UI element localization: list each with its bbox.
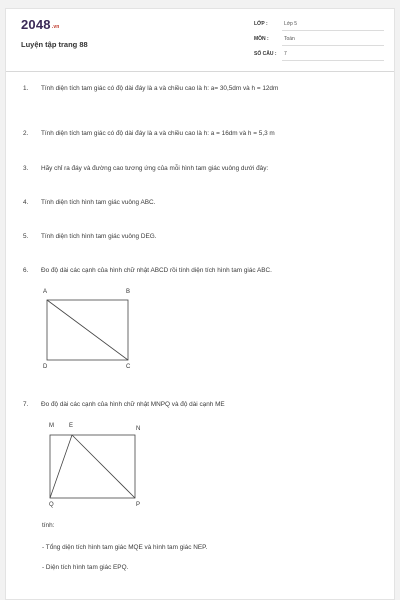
question-text: Tính diện tích tam giác có độ dài đáy là a và chiều cao là h: a= 30,5dm và h = 12dm: [41, 85, 279, 92]
vertex-label-d: D: [43, 364, 48, 370]
q7-intro: tính:: [42, 522, 55, 529]
meta-row-question-count: [254, 48, 384, 62]
meta-key: MÔN :: [254, 36, 269, 42]
vertex-label-q: Q: [49, 502, 54, 508]
meta-key: LỚP :: [254, 21, 268, 27]
diagonal-ac: [47, 300, 128, 360]
vertex-label-e: E: [69, 423, 74, 429]
meta-underline: [282, 30, 384, 31]
vertex-label-c: C: [126, 364, 131, 370]
vertex-label-m: M: [49, 423, 54, 429]
segment-ep: [72, 435, 135, 498]
logo-main: 2048: [21, 17, 51, 32]
figure-rectangle-abcd: [40, 289, 150, 379]
vertex-label-p: P: [136, 502, 141, 508]
meta-row-subject: [254, 33, 384, 47]
vertex-label-a: A: [43, 289, 48, 295]
meta-value: 7: [284, 51, 287, 57]
q7-item-1: - Tổng diện tích hình tam giác MQE và hình tam giác NEP.: [42, 544, 208, 551]
meta-underline: [282, 45, 384, 46]
segment-qe: [50, 435, 72, 498]
q7-item-2: - Diện tích hình tam giác EPQ.: [42, 564, 129, 571]
meta-value: Lớp 5: [284, 21, 298, 27]
question-number: 1.: [23, 85, 29, 92]
logo-tld: .vn: [51, 24, 60, 30]
meta-key: SỐ CÂU :: [254, 51, 277, 57]
site-logo[interactable]: [21, 17, 60, 32]
rectangle-mnpq: [50, 435, 135, 498]
question-number: 7.: [23, 401, 29, 408]
question-number: 3.: [23, 165, 29, 172]
header-divider: [6, 71, 394, 72]
document-title: Luyện tập trang 88: [21, 40, 88, 49]
vertex-label-b: B: [126, 289, 131, 295]
rectangle-abcd-drawing: [40, 289, 150, 379]
question-text: Tính diện tích hình tam giác vuông DEG.: [41, 233, 157, 240]
worksheet-page: [5, 8, 395, 600]
question-text: Đo độ dài các cạnh của hình chữ nhật ABCD rồi tính diện tích hình tam giác ABC.: [41, 267, 272, 274]
figure-rectangle-mnpq: [42, 423, 152, 519]
question-text: Đo độ dài các cạnh của hình chữ nhật MNPQ và độ dài cạnh ME: [41, 401, 225, 408]
question-number: 6.: [23, 267, 29, 274]
question-number: 2.: [23, 130, 29, 137]
vertex-label-n: N: [136, 426, 141, 432]
meta-value: Toán: [284, 36, 295, 42]
meta-row-class: [254, 18, 384, 32]
question-text: Tính diện tích tam giác có độ dài đáy là a và chiều cao là h: a = 16dm và h = 5,3 m: [41, 130, 275, 137]
question-text: Hãy chỉ ra đáy và đường cao tương ứng của mỗi hình tam giác vuông dưới đây:: [41, 165, 269, 172]
meta-underline: [282, 60, 384, 61]
question-text: Tính diện tích hình tam giác vuông ABC.: [41, 199, 156, 206]
question-number: 5.: [23, 233, 29, 240]
question-number: 4.: [23, 199, 29, 206]
